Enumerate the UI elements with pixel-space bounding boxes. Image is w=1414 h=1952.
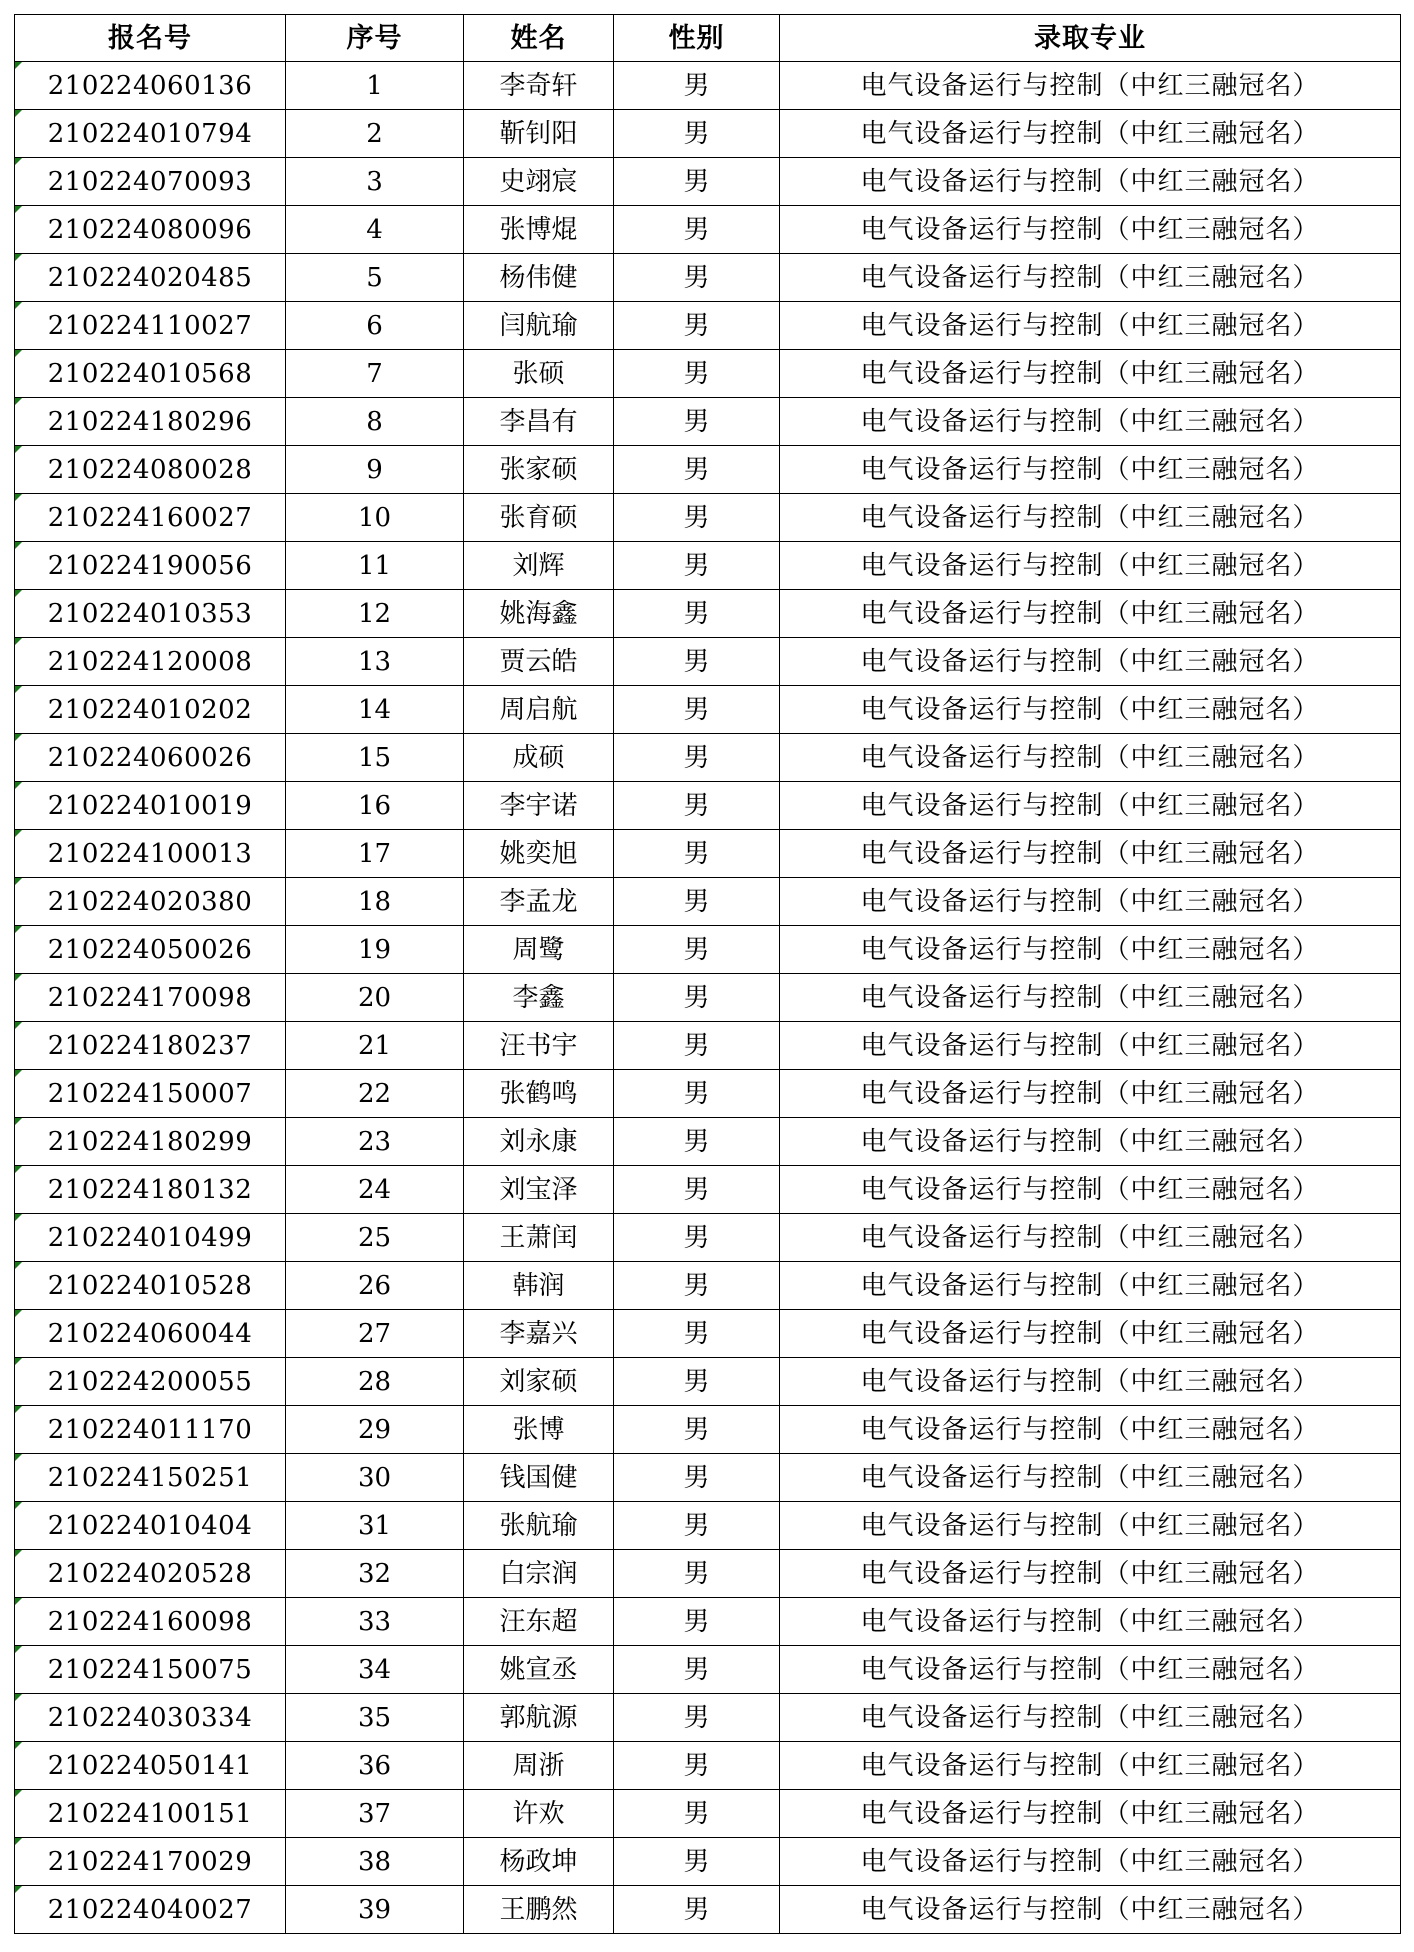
gender-cell: 男 (614, 1358, 780, 1406)
gender-cell: 男 (614, 302, 780, 350)
table-row (15, 302, 1401, 350)
gender-cell: 男 (614, 638, 780, 686)
serial-number-cell: 35 (286, 1694, 464, 1742)
header-gender: 性别 (614, 15, 780, 62)
serial-number-cell: 5 (286, 254, 464, 302)
table-row (15, 1118, 1401, 1166)
table-row (15, 878, 1401, 926)
student-name-cell: 钱国健 (464, 1454, 614, 1502)
registration-id-cell: 210224190056 (15, 542, 286, 590)
student-name-cell: 汪东超 (464, 1598, 614, 1646)
table-row (15, 1742, 1401, 1790)
table-row (15, 590, 1401, 638)
student-name-cell: 张博 (464, 1406, 614, 1454)
registration-id-cell: 210224100151 (15, 1790, 286, 1838)
serial-number-cell: 32 (286, 1550, 464, 1598)
student-name-cell: 王萧闰 (464, 1214, 614, 1262)
admitted-major-cell: 电气设备运行与控制（中红三融冠名） (780, 1454, 1401, 1502)
table-row (15, 1070, 1401, 1118)
student-name-cell: 姚宣丞 (464, 1646, 614, 1694)
registration-id-cell: 210224150251 (15, 1454, 286, 1502)
registration-id-cell: 210224010528 (15, 1262, 286, 1310)
admitted-major-cell: 电气设备运行与控制（中红三融冠名） (780, 1550, 1401, 1598)
admitted-major-cell: 电气设备运行与控制（中红三融冠名） (780, 782, 1401, 830)
student-name-cell: 李孟龙 (464, 878, 614, 926)
gender-cell: 男 (614, 1406, 780, 1454)
gender-cell: 男 (614, 782, 780, 830)
student-name-cell: 王鹏然 (464, 1886, 614, 1934)
student-name-cell: 白宗润 (464, 1550, 614, 1598)
table-row (15, 1454, 1401, 1502)
student-name-cell: 许欢 (464, 1790, 614, 1838)
table-row (15, 1022, 1401, 1070)
admitted-major-cell: 电气设备运行与控制（中红三融冠名） (780, 254, 1401, 302)
table-row (15, 1310, 1401, 1358)
registration-id-cell: 210224110027 (15, 302, 286, 350)
registration-id-cell: 210224170029 (15, 1838, 286, 1886)
table-row (15, 158, 1401, 206)
registration-id-cell: 210224170098 (15, 974, 286, 1022)
registration-id-cell: 210224050026 (15, 926, 286, 974)
student-name-cell: 张鹤鸣 (464, 1070, 614, 1118)
student-name-cell: 刘永康 (464, 1118, 614, 1166)
admitted-major-cell: 电气设备运行与控制（中红三融冠名） (780, 974, 1401, 1022)
table-row (15, 542, 1401, 590)
serial-number-cell: 28 (286, 1358, 464, 1406)
serial-number-cell: 27 (286, 1310, 464, 1358)
gender-cell: 男 (614, 686, 780, 734)
admitted-major-cell: 电气设备运行与控制（中红三融冠名） (780, 494, 1401, 542)
admitted-major-cell: 电气设备运行与控制（中红三融冠名） (780, 1118, 1401, 1166)
table-body (15, 62, 1401, 1934)
gender-cell: 男 (614, 1214, 780, 1262)
admitted-major-cell: 电气设备运行与控制（中红三融冠名） (780, 206, 1401, 254)
gender-cell: 男 (614, 1742, 780, 1790)
admitted-major-cell: 电气设备运行与控制（中红三融冠名） (780, 1310, 1401, 1358)
table-row (15, 62, 1401, 110)
admitted-major-cell: 电气设备运行与控制（中红三融冠名） (780, 446, 1401, 494)
table-row (15, 350, 1401, 398)
registration-id-cell: 210224060136 (15, 62, 286, 110)
registration-id-cell: 210224200055 (15, 1358, 286, 1406)
serial-number-cell: 17 (286, 830, 464, 878)
serial-number-cell: 8 (286, 398, 464, 446)
registration-id-cell: 210224020485 (15, 254, 286, 302)
table-row (15, 686, 1401, 734)
serial-number-cell: 3 (286, 158, 464, 206)
table-row (15, 1598, 1401, 1646)
admitted-major-cell: 电气设备运行与控制（中红三融冠名） (780, 1790, 1401, 1838)
table-row (15, 398, 1401, 446)
gender-cell: 男 (614, 158, 780, 206)
admitted-major-cell: 电气设备运行与控制（中红三融冠名） (780, 878, 1401, 926)
registration-id-cell: 210224010404 (15, 1502, 286, 1550)
student-name-cell: 刘家硕 (464, 1358, 614, 1406)
admission-table (14, 14, 1401, 1934)
serial-number-cell: 29 (286, 1406, 464, 1454)
registration-id-cell: 210224030334 (15, 1694, 286, 1742)
admitted-major-cell: 电气设备运行与控制（中红三融冠名） (780, 542, 1401, 590)
table-row (15, 446, 1401, 494)
table-row (15, 926, 1401, 974)
admitted-major-cell: 电气设备运行与控制（中红三融冠名） (780, 1838, 1401, 1886)
admitted-major-cell: 电气设备运行与控制（中红三融冠名） (780, 1070, 1401, 1118)
gender-cell: 男 (614, 254, 780, 302)
serial-number-cell: 36 (286, 1742, 464, 1790)
registration-id-cell: 210224010568 (15, 350, 286, 398)
registration-id-cell: 210224010794 (15, 110, 286, 158)
serial-number-cell: 1 (286, 62, 464, 110)
table-row (15, 1790, 1401, 1838)
admitted-major-cell: 电气设备运行与控制（中红三融冠名） (780, 1742, 1401, 1790)
gender-cell: 男 (614, 1886, 780, 1934)
student-name-cell: 张博焜 (464, 206, 614, 254)
student-name-cell: 张硕 (464, 350, 614, 398)
gender-cell: 男 (614, 734, 780, 782)
student-name-cell: 周鹭 (464, 926, 614, 974)
gender-cell: 男 (614, 1502, 780, 1550)
student-name-cell: 杨伟健 (464, 254, 614, 302)
serial-number-cell: 7 (286, 350, 464, 398)
student-name-cell: 郭航源 (464, 1694, 614, 1742)
gender-cell: 男 (614, 62, 780, 110)
table-row (15, 1646, 1401, 1694)
admitted-major-cell: 电气设备运行与控制（中红三融冠名） (780, 1694, 1401, 1742)
admitted-major-cell: 电气设备运行与控制（中红三融冠名） (780, 1886, 1401, 1934)
serial-number-cell: 15 (286, 734, 464, 782)
table-row (15, 974, 1401, 1022)
admitted-major-cell: 电气设备运行与控制（中红三融冠名） (780, 1502, 1401, 1550)
student-name-cell: 闫航瑜 (464, 302, 614, 350)
admission-sheet (14, 14, 1400, 1934)
gender-cell: 男 (614, 446, 780, 494)
gender-cell: 男 (614, 542, 780, 590)
header-row (15, 15, 1401, 62)
serial-number-cell: 24 (286, 1166, 464, 1214)
table-header (15, 15, 1401, 62)
serial-number-cell: 10 (286, 494, 464, 542)
serial-number-cell: 30 (286, 1454, 464, 1502)
table-row (15, 782, 1401, 830)
student-name-cell: 张家硕 (464, 446, 614, 494)
registration-id-cell: 210224050141 (15, 1742, 286, 1790)
gender-cell: 男 (614, 1262, 780, 1310)
serial-number-cell: 9 (286, 446, 464, 494)
table-row (15, 1886, 1401, 1934)
gender-cell: 男 (614, 1022, 780, 1070)
admitted-major-cell: 电气设备运行与控制（中红三融冠名） (780, 350, 1401, 398)
gender-cell: 男 (614, 1838, 780, 1886)
admitted-major-cell: 电气设备运行与控制（中红三融冠名） (780, 830, 1401, 878)
student-name-cell: 韩润 (464, 1262, 614, 1310)
serial-number-cell: 6 (286, 302, 464, 350)
table-row (15, 1550, 1401, 1598)
registration-id-cell: 210224010499 (15, 1214, 286, 1262)
admitted-major-cell: 电气设备运行与控制（中红三融冠名） (780, 1646, 1401, 1694)
table-row (15, 1838, 1401, 1886)
admitted-major-cell: 电气设备运行与控制（中红三融冠名） (780, 158, 1401, 206)
registration-id-cell: 210224180132 (15, 1166, 286, 1214)
table-row (15, 206, 1401, 254)
registration-id-cell: 210224010353 (15, 590, 286, 638)
registration-id-cell: 210224040027 (15, 1886, 286, 1934)
serial-number-cell: 22 (286, 1070, 464, 1118)
registration-id-cell: 210224100013 (15, 830, 286, 878)
registration-id-cell: 210224020528 (15, 1550, 286, 1598)
admitted-major-cell: 电气设备运行与控制（中红三融冠名） (780, 638, 1401, 686)
gender-cell: 男 (614, 1454, 780, 1502)
registration-id-cell: 210224011170 (15, 1406, 286, 1454)
serial-number-cell: 38 (286, 1838, 464, 1886)
serial-number-cell: 18 (286, 878, 464, 926)
table-row (15, 1694, 1401, 1742)
student-name-cell: 李宇诺 (464, 782, 614, 830)
serial-number-cell: 26 (286, 1262, 464, 1310)
registration-id-cell: 210224160027 (15, 494, 286, 542)
gender-cell: 男 (614, 206, 780, 254)
admitted-major-cell: 电气设备运行与控制（中红三融冠名） (780, 62, 1401, 110)
gender-cell: 男 (614, 926, 780, 974)
header-name: 姓名 (464, 15, 614, 62)
registration-id-cell: 210224180237 (15, 1022, 286, 1070)
admitted-major-cell: 电气设备运行与控制（中红三融冠名） (780, 398, 1401, 446)
registration-id-cell: 210224150075 (15, 1646, 286, 1694)
student-name-cell: 李奇轩 (464, 62, 614, 110)
student-name-cell: 汪书宇 (464, 1022, 614, 1070)
admitted-major-cell: 电气设备运行与控制（中红三融冠名） (780, 686, 1401, 734)
serial-number-cell: 39 (286, 1886, 464, 1934)
registration-id-cell: 210224060026 (15, 734, 286, 782)
student-name-cell: 姚海鑫 (464, 590, 614, 638)
admitted-major-cell: 电气设备运行与控制（中红三融冠名） (780, 1214, 1401, 1262)
registration-id-cell: 210224180299 (15, 1118, 286, 1166)
student-name-cell: 史翊宸 (464, 158, 614, 206)
gender-cell: 男 (614, 590, 780, 638)
registration-id-cell: 210224010202 (15, 686, 286, 734)
student-name-cell: 成硕 (464, 734, 614, 782)
admitted-major-cell: 电气设备运行与控制（中红三融冠名） (780, 302, 1401, 350)
gender-cell: 男 (614, 830, 780, 878)
table-row (15, 1502, 1401, 1550)
table-row (15, 1214, 1401, 1262)
table-row (15, 734, 1401, 782)
admitted-major-cell: 电气设备运行与控制（中红三融冠名） (780, 1262, 1401, 1310)
admitted-major-cell: 电气设备运行与控制（中红三融冠名） (780, 734, 1401, 782)
serial-number-cell: 31 (286, 1502, 464, 1550)
serial-number-cell: 20 (286, 974, 464, 1022)
student-name-cell: 杨政坤 (464, 1838, 614, 1886)
serial-number-cell: 14 (286, 686, 464, 734)
student-name-cell: 李嘉兴 (464, 1310, 614, 1358)
serial-number-cell: 13 (286, 638, 464, 686)
table-row (15, 1358, 1401, 1406)
table-row (15, 830, 1401, 878)
table-row (15, 1166, 1401, 1214)
gender-cell: 男 (614, 1118, 780, 1166)
header-registration-id: 报名号 (15, 15, 286, 62)
registration-id-cell: 210224150007 (15, 1070, 286, 1118)
student-name-cell: 刘辉 (464, 542, 614, 590)
registration-id-cell: 210224070093 (15, 158, 286, 206)
admitted-major-cell: 电气设备运行与控制（中红三融冠名） (780, 1166, 1401, 1214)
gender-cell: 男 (614, 1790, 780, 1838)
gender-cell: 男 (614, 1550, 780, 1598)
registration-id-cell: 210224080028 (15, 446, 286, 494)
registration-id-cell: 210224010019 (15, 782, 286, 830)
gender-cell: 男 (614, 974, 780, 1022)
registration-id-cell: 210224060044 (15, 1310, 286, 1358)
table-row (15, 254, 1401, 302)
admitted-major-cell: 电气设备运行与控制（中红三融冠名） (780, 590, 1401, 638)
table-row (15, 494, 1401, 542)
registration-id-cell: 210224080096 (15, 206, 286, 254)
student-name-cell: 周启航 (464, 686, 614, 734)
serial-number-cell: 19 (286, 926, 464, 974)
admitted-major-cell: 电气设备运行与控制（中红三融冠名） (780, 1358, 1401, 1406)
student-name-cell: 贾云皓 (464, 638, 614, 686)
registration-id-cell: 210224180296 (15, 398, 286, 446)
student-name-cell: 张航瑜 (464, 1502, 614, 1550)
gender-cell: 男 (614, 110, 780, 158)
serial-number-cell: 2 (286, 110, 464, 158)
gender-cell: 男 (614, 398, 780, 446)
serial-number-cell: 12 (286, 590, 464, 638)
gender-cell: 男 (614, 878, 780, 926)
table-row (15, 110, 1401, 158)
table-row (15, 1262, 1401, 1310)
registration-id-cell: 210224020380 (15, 878, 286, 926)
student-name-cell: 刘宝泽 (464, 1166, 614, 1214)
serial-number-cell: 25 (286, 1214, 464, 1262)
admitted-major-cell: 电气设备运行与控制（中红三融冠名） (780, 110, 1401, 158)
header-serial-number: 序号 (286, 15, 464, 62)
table-row (15, 638, 1401, 686)
student-name-cell: 靳钊阳 (464, 110, 614, 158)
gender-cell: 男 (614, 1310, 780, 1358)
serial-number-cell: 4 (286, 206, 464, 254)
table-row (15, 1406, 1401, 1454)
gender-cell: 男 (614, 494, 780, 542)
serial-number-cell: 11 (286, 542, 464, 590)
serial-number-cell: 21 (286, 1022, 464, 1070)
student-name-cell: 周浙 (464, 1742, 614, 1790)
gender-cell: 男 (614, 1598, 780, 1646)
student-name-cell: 张育硕 (464, 494, 614, 542)
admitted-major-cell: 电气设备运行与控制（中红三融冠名） (780, 1598, 1401, 1646)
admitted-major-cell: 电气设备运行与控制（中红三融冠名） (780, 1406, 1401, 1454)
admitted-major-cell: 电气设备运行与控制（中红三融冠名） (780, 926, 1401, 974)
serial-number-cell: 16 (286, 782, 464, 830)
serial-number-cell: 33 (286, 1598, 464, 1646)
student-name-cell: 姚奕旭 (464, 830, 614, 878)
registration-id-cell: 210224160098 (15, 1598, 286, 1646)
admitted-major-cell: 电气设备运行与控制（中红三融冠名） (780, 1022, 1401, 1070)
student-name-cell: 李鑫 (464, 974, 614, 1022)
serial-number-cell: 23 (286, 1118, 464, 1166)
gender-cell: 男 (614, 350, 780, 398)
student-name-cell: 李昌有 (464, 398, 614, 446)
header-admitted-major: 录取专业 (780, 15, 1401, 62)
serial-number-cell: 37 (286, 1790, 464, 1838)
gender-cell: 男 (614, 1070, 780, 1118)
registration-id-cell: 210224120008 (15, 638, 286, 686)
gender-cell: 男 (614, 1166, 780, 1214)
gender-cell: 男 (614, 1694, 780, 1742)
gender-cell: 男 (614, 1646, 780, 1694)
serial-number-cell: 34 (286, 1646, 464, 1694)
